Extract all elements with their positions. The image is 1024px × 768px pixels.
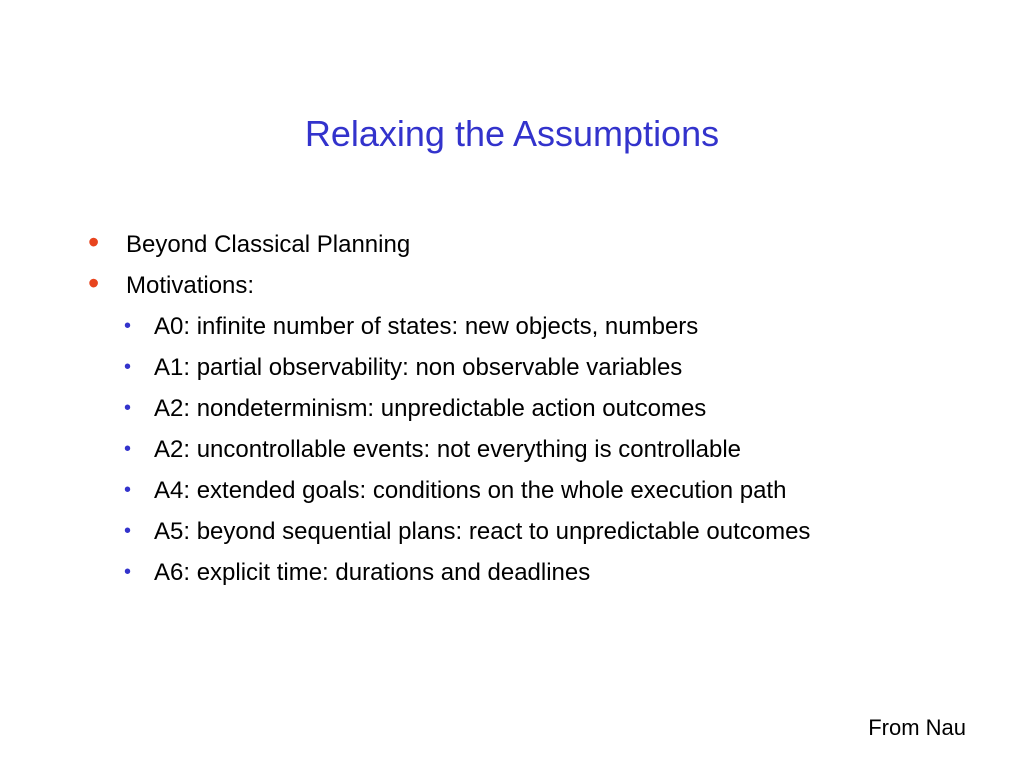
bullet-list <box>88 224 968 597</box>
sub-bullet-list <box>124 310 968 589</box>
sub-bullet-dot-icon: • <box>124 520 132 542</box>
bullet-dot-icon: • <box>88 224 100 260</box>
slide-title: Relaxing the Assumptions <box>304 113 720 154</box>
bullet-dot-icon: • <box>88 265 100 301</box>
sub-bullet-text: A2: uncontrollable events: not everything is controllable <box>154 436 742 463</box>
footer-credit: From Nau <box>868 715 966 740</box>
sub-bullet-text: A6: explicit time: durations and deadlines <box>154 559 591 586</box>
sub-bullet-dot-icon: • <box>124 438 132 460</box>
sub-bullet-item <box>124 351 968 384</box>
sub-bullet-item <box>124 474 968 507</box>
sub-bullet-item <box>124 556 968 589</box>
sub-bullet-item <box>124 433 968 466</box>
bullet-text: Motivations: <box>126 272 255 299</box>
sub-bullet-dot-icon: • <box>124 315 132 337</box>
sub-bullet-item <box>124 392 968 425</box>
sub-bullet-text: A0: infinite number of states: new objects, numbers <box>154 313 699 340</box>
sub-bullet-text: A2: nondeterminism: unpredictable action outcomes <box>154 395 707 422</box>
bullet-item <box>88 224 968 261</box>
bullet-text: Beyond Classical Planning <box>126 231 411 258</box>
bullet-item <box>88 265 968 589</box>
sub-bullet-text: A4: extended goals: conditions on the whole execution path <box>154 477 787 504</box>
sub-bullet-dot-icon: • <box>124 479 132 501</box>
sub-bullet-dot-icon: • <box>124 356 132 378</box>
sub-bullet-text: A1: partial observability: non observable variables <box>154 354 683 381</box>
sub-bullet-text: A5: beyond sequential plans: react to unpredictable outcomes <box>154 518 811 545</box>
sub-bullet-dot-icon: • <box>124 397 132 419</box>
sub-bullet-item <box>124 515 854 548</box>
sub-bullet-item <box>124 310 968 343</box>
sub-bullet-dot-icon: • <box>124 561 132 583</box>
